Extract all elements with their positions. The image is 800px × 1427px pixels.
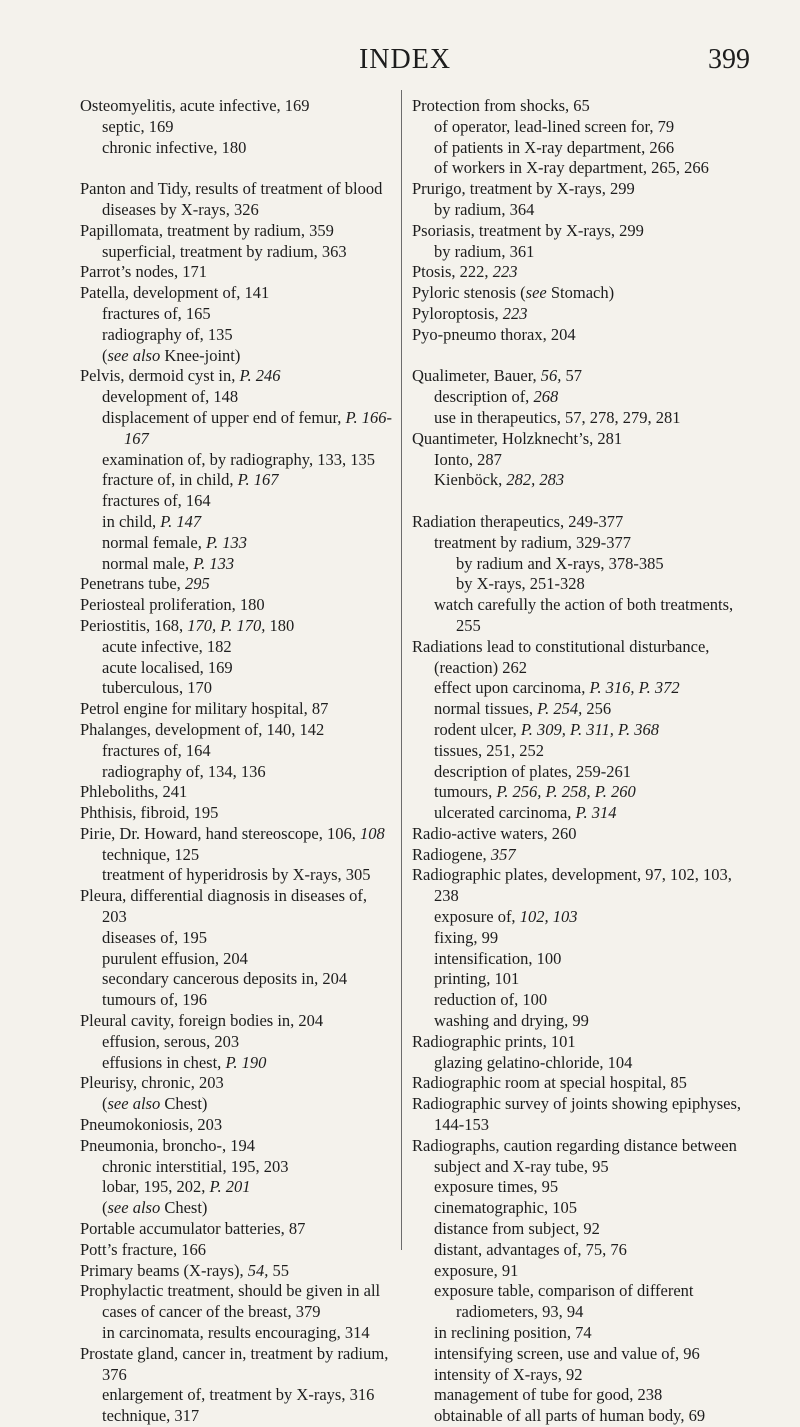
entry-text: P. 133 — [206, 532, 247, 552]
index-subentry — [412, 242, 754, 263]
index-subentry — [80, 512, 395, 533]
entry-text: Radiation therapeutics, 249-377 — [412, 511, 624, 531]
index-subentry — [80, 1094, 395, 1115]
entry-text: septic, 169 — [102, 116, 174, 136]
index-subentry — [412, 408, 754, 429]
index-subentry — [80, 949, 395, 970]
entry-text: Pyo-pneumo thorax, 204 — [412, 324, 576, 344]
index-subentry — [412, 1281, 754, 1323]
entry-text: secondary cancerous deposits in, 204 — [102, 969, 348, 989]
entry-text: 102, 103 — [519, 907, 578, 927]
entry-text: Panton and Tidy, results of treatment of blood diseases by X-rays, 326 — [80, 179, 383, 219]
entry-text: Ptosis, 222, — [412, 262, 493, 282]
entry-text: 268 — [533, 387, 559, 407]
entry-text: exposure, 91 — [434, 1260, 519, 1280]
index-entry — [412, 366, 754, 387]
index-subentry — [412, 200, 754, 221]
index-subentry — [80, 1323, 395, 1344]
entry-text: use in therapeutics, 57, 278, 279, 281 — [434, 407, 681, 427]
entry-text: distant, advantages of, 75, 76 — [434, 1239, 627, 1259]
entry-text: Osteomyelitis, acute infective, 169 — [80, 96, 310, 115]
entry-text: reduction of, 100 — [434, 990, 548, 1010]
index-entry — [80, 782, 395, 803]
entry-text: exposure table, comparison of different radiometers, 93, 94 — [434, 1281, 694, 1322]
entry-text: Primary beams (X-rays), — [80, 1260, 248, 1280]
index-subentry — [80, 1053, 395, 1074]
entry-text: see — [525, 283, 547, 303]
index-subentry — [412, 1406, 754, 1427]
entry-text: of operator, lead-lined screen for, 79 — [434, 116, 675, 136]
entry-text: fractures of, 165 — [102, 303, 211, 323]
entry-text: 170, P. 170, — [187, 615, 266, 635]
entry-text: cinematographic, 105 — [434, 1198, 577, 1218]
index-subentry — [80, 1406, 395, 1427]
index-entry — [412, 1032, 754, 1053]
entry-text: radiography of, 135 — [102, 324, 233, 344]
entry-text: P. 147 — [160, 511, 202, 531]
entry-text: P. 316, P. 372 — [589, 678, 680, 698]
index-subentry — [80, 554, 395, 575]
index-entry — [412, 429, 754, 450]
index-entry — [412, 325, 754, 346]
entry-text: by radium and X-rays, 378-385 — [456, 553, 664, 573]
index-entry — [80, 699, 395, 720]
index-subentry — [80, 1177, 395, 1198]
index-subentry — [80, 762, 395, 783]
index-subentry — [412, 450, 754, 471]
entry-text: effusions in chest, — [102, 1052, 226, 1072]
index-subentry — [412, 1053, 754, 1074]
index-subentry — [412, 1198, 754, 1219]
entry-text: Prophylactic treatment, should be given in all cases of cancer of the breast, 379 — [80, 1281, 381, 1322]
entry-text: acute localised, 169 — [102, 657, 233, 677]
index-subentry — [412, 720, 754, 741]
index-subentry — [412, 1011, 754, 1032]
entry-text: by radium, 364 — [434, 199, 535, 219]
index-entry — [80, 1261, 395, 1282]
index-subentry — [412, 678, 754, 699]
entry-text: Prostate gland, cancer in, treatment by radium, 376 — [80, 1343, 389, 1384]
index-entry — [412, 1136, 754, 1178]
index-entry — [80, 221, 395, 242]
entry-text: printing, 101 — [434, 969, 520, 989]
index-subentry — [412, 1240, 754, 1261]
index-entry — [80, 595, 395, 616]
index-subentry — [412, 1365, 754, 1386]
index-subentry — [412, 1219, 754, 1240]
index-subentry — [412, 117, 754, 138]
entry-text: purulent effusion, 204 — [102, 948, 248, 968]
index-entry — [412, 845, 754, 866]
index-subentry — [80, 408, 395, 450]
index-entry — [412, 1073, 754, 1094]
index-subentry — [80, 990, 395, 1011]
entry-text: ( — [102, 1094, 108, 1114]
entry-text: Pott’s fracture, 166 — [80, 1239, 207, 1259]
index-subentry — [80, 1385, 395, 1406]
index-entry — [80, 720, 395, 741]
entry-text: effusion, serous, 203 — [102, 1031, 240, 1051]
entry-text: P. 246 — [239, 366, 281, 386]
page-title: INDEX — [358, 44, 452, 75]
entry-text: glazing gelatino-chloride, 104 — [434, 1052, 633, 1072]
index-subentry — [80, 845, 395, 866]
entry-text: Phleboliths, 241 — [80, 782, 188, 802]
entry-text: intensifying screen, use and value of, 96 — [434, 1343, 700, 1363]
entry-text: tumours, — [434, 782, 497, 802]
column-divider — [401, 90, 402, 1250]
entry-text: see also — [107, 1198, 161, 1218]
index-entry — [80, 574, 395, 595]
entry-text: Portable accumulator batteries, 87 — [80, 1219, 306, 1239]
entry-text: Qualimeter, Bauer, — [412, 366, 541, 386]
index-entry — [412, 221, 754, 242]
entry-text: Pneumokoniosis, 203 — [80, 1115, 223, 1135]
index-subentry — [412, 699, 754, 720]
index-entry — [80, 1219, 395, 1240]
entry-text: Pleurisy, chronic, 203 — [80, 1073, 224, 1093]
index-entry — [80, 1073, 395, 1094]
entry-text: Prurigo, treatment by X-rays, 299 — [412, 179, 635, 199]
entry-text: Phthisis, fibroid, 195 — [80, 803, 219, 823]
index-subentry — [412, 533, 754, 554]
entry-text: P. 190 — [225, 1052, 267, 1072]
entry-text: Radiographic room at special hospital, 85 — [412, 1073, 687, 1093]
index-entry — [412, 865, 754, 907]
entry-text: intensity of X-rays, 92 — [434, 1364, 583, 1384]
entry-text: ( — [102, 345, 108, 365]
entry-text: chronic infective, 180 — [102, 137, 247, 157]
entry-text: 55 — [268, 1260, 289, 1280]
index-subentry — [412, 387, 754, 408]
index-entry — [80, 824, 395, 845]
entry-text: technique, 317 — [102, 1406, 200, 1426]
entry-text: technique, 125 — [102, 844, 200, 864]
entry-text: rodent ulcer, — [434, 719, 521, 739]
entry-text: Kienböck, — [434, 470, 507, 490]
entry-text: fracture of, in child, — [102, 470, 238, 490]
entry-text: Psoriasis, treatment by X-rays, 299 — [412, 220, 644, 240]
entry-text: 56, — [540, 366, 562, 386]
index-subentry — [80, 928, 395, 949]
entry-text: Radio-active waters, 260 — [412, 823, 577, 843]
entry-text: normal tissues, — [434, 699, 538, 719]
index-entry — [412, 179, 754, 200]
entry-text: in child, — [102, 511, 161, 531]
index-subentry — [412, 762, 754, 783]
entry-text: P. 167 — [237, 470, 279, 490]
entry-text: by X-rays, 251-328 — [456, 574, 585, 594]
index-subentry — [80, 865, 395, 886]
entry-text: fixing, 99 — [434, 927, 499, 947]
index-subentry — [80, 1157, 395, 1178]
entry-text: acute infective, 182 — [102, 636, 232, 656]
index-entry — [80, 616, 395, 637]
index-entry — [412, 262, 754, 283]
entry-text: effect upon carcinoma, — [434, 678, 590, 698]
entry-text: P. 314 — [575, 803, 617, 823]
index-entry — [80, 1115, 395, 1136]
entry-text: Chest) — [160, 1094, 208, 1114]
entry-text: exposure times, 95 — [434, 1177, 559, 1197]
entry-text: enlargement of, treatment by X-rays, 316 — [102, 1385, 375, 1405]
index-entry — [412, 1094, 754, 1136]
index-subentry — [80, 491, 395, 512]
entry-text: of workers in X-ray department, 265, 266 — [434, 158, 709, 178]
entry-text: Periostitis, 168, — [80, 615, 188, 635]
entry-text: see also — [107, 345, 161, 365]
index-subentry — [80, 969, 395, 990]
entry-text: Chest) — [160, 1198, 208, 1218]
index-subentry — [412, 1385, 754, 1406]
entry-text: management of tube for good, 238 — [434, 1385, 663, 1405]
entry-text: fractures of, 164 — [102, 491, 211, 511]
entry-text: in reclining position, 74 — [434, 1323, 592, 1343]
entry-text: Ionto, 287 — [434, 449, 502, 469]
entry-text: displacement of upper end of femur, — [102, 407, 346, 427]
index-subentry — [412, 554, 754, 575]
index-subentry — [80, 242, 395, 263]
index-subentry — [80, 741, 395, 762]
entry-text: Papillomata, treatment by radium, 359 — [80, 220, 334, 240]
entry-text: by radium, 361 — [434, 241, 535, 261]
entry-text: exposure of, — [434, 907, 520, 927]
index-subentry — [80, 450, 395, 471]
entry-text: tumours of, 196 — [102, 990, 207, 1010]
index-subentry — [412, 1323, 754, 1344]
index-entry — [412, 512, 754, 533]
entry-text: P. 166-167 — [124, 407, 392, 448]
entry-text: lobar, 195, 202, — [102, 1177, 210, 1197]
entry-text: Pirie, Dr. Howard, hand stereoscope, 106, — [80, 823, 360, 843]
index-subentry — [80, 117, 395, 138]
entry-text: normal female, — [102, 532, 206, 552]
entry-text: 108 — [359, 823, 385, 843]
index-subentry — [412, 1177, 754, 1198]
entry-text: Pneumonia, broncho-, 194 — [80, 1135, 256, 1155]
index-entry — [80, 1344, 395, 1386]
entry-text: intensification, 100 — [434, 948, 562, 968]
entry-text: 223 — [502, 303, 528, 323]
entry-text: P. 254, — [537, 699, 583, 719]
entry-text: obtainable of all parts of human body, 69 — [434, 1406, 706, 1426]
entry-text: ( — [102, 1198, 108, 1218]
index-subentry — [80, 304, 395, 325]
entry-text: 223 — [492, 262, 518, 282]
entry-text: P. 133 — [193, 553, 235, 573]
entry-text: 256 — [582, 699, 612, 719]
entry-text: 282, 283 — [506, 470, 565, 490]
index-subentry — [412, 158, 754, 179]
entry-text: Pyloroptosis, — [412, 303, 503, 323]
index-subentry — [412, 990, 754, 1011]
index-entry — [80, 1240, 395, 1261]
entry-text: distance from subject, 92 — [434, 1219, 600, 1239]
index-column-left — [80, 96, 395, 1427]
index-entry — [80, 366, 395, 387]
index-subentry — [80, 1032, 395, 1053]
entry-text: Patella, development of, 141 — [80, 283, 270, 303]
index-subentry — [80, 1198, 395, 1219]
index-subentry — [412, 574, 754, 595]
entry-text: 57 — [561, 366, 583, 386]
index-subentry — [412, 949, 754, 970]
index-entry — [80, 96, 395, 117]
entry-text: P. 256, P. 258, P. 260 — [496, 782, 636, 802]
index-entry — [80, 1011, 395, 1032]
entry-text: 295 — [184, 574, 210, 594]
entry-text: Pyloric stenosis ( — [412, 283, 526, 303]
entry-text: tissues, 251, 252 — [434, 740, 545, 760]
entry-text: Periosteal proliferation, 180 — [80, 595, 265, 615]
entry-text: Phalanges, development of, 140, 142 — [80, 719, 325, 739]
index-subentry — [80, 346, 395, 367]
index-entry — [80, 179, 395, 221]
entry-text: Radiographic plates, development, 97, 102, 103, 238 — [412, 865, 732, 906]
entry-text: P. 201 — [209, 1177, 251, 1197]
index-column-right — [412, 96, 754, 1427]
entry-text: Radiations lead to constitutional disturbance, (reaction) 262 — [412, 636, 710, 677]
index-entry — [412, 96, 754, 117]
entry-text: watch carefully the action of both treatments, 255 — [434, 595, 734, 635]
index-entry — [80, 1136, 395, 1157]
entry-text: 54, — [247, 1260, 269, 1280]
entry-text: fractures of, 164 — [102, 740, 211, 760]
entry-text: development of, 148 — [102, 387, 239, 407]
index-entry — [80, 886, 395, 928]
entry-text: Pelvis, dermoid cyst in, — [80, 366, 240, 386]
page-header — [60, 44, 750, 84]
index-subentry — [412, 928, 754, 949]
entry-text: treatment by radium, 329-377 — [434, 532, 632, 552]
index-subentry — [80, 325, 395, 346]
index-entry — [412, 637, 754, 679]
entry-text: Radiogene, — [412, 844, 491, 864]
index-subentry — [80, 658, 395, 679]
page-number: 399 — [708, 44, 750, 75]
entry-text: Stomach) — [546, 283, 615, 303]
entry-text: tuberculous, 170 — [102, 678, 212, 698]
entry-text: radiography of, 134, 136 — [102, 761, 266, 781]
entry-text: Radiographic prints, 101 — [412, 1031, 576, 1051]
index-entry — [80, 262, 395, 283]
entry-text: Petrol engine for military hospital, 87 — [80, 699, 329, 719]
index-subentry — [412, 1344, 754, 1365]
entry-text: chronic interstitial, 195, 203 — [102, 1156, 289, 1176]
entry-text: Pleural cavity, foreign bodies in, 204 — [80, 1011, 324, 1031]
entry-text: examination of, by radiography, 133, 135 — [102, 449, 375, 469]
index-entry — [80, 803, 395, 824]
entry-text: Penetrans tube, — [80, 574, 185, 594]
index-subentry — [412, 969, 754, 990]
entry-text: Parrot’s nodes, 171 — [80, 262, 207, 282]
index-subentry — [412, 741, 754, 762]
index-entry — [412, 304, 754, 325]
entry-text: in carcinomata, results encouraging, 314 — [102, 1323, 370, 1343]
entry-text: Knee-joint) — [160, 345, 241, 365]
entry-text: Protection from shocks, 65 — [412, 96, 590, 115]
index-subentry — [412, 138, 754, 159]
index-subentry — [80, 637, 395, 658]
entry-text: washing and drying, 99 — [434, 1011, 589, 1031]
entry-text: see also — [107, 1094, 161, 1114]
entry-text: description of, — [434, 387, 534, 407]
entry-text: Radiographs, caution regarding distance between subject and X-ray tube, 95 — [412, 1135, 737, 1176]
index-subentry — [80, 470, 395, 491]
entry-text: of patients in X-ray department, 266 — [434, 137, 675, 157]
entry-text: description of plates, 259-261 — [434, 761, 632, 781]
entry-text: ulcerated carcinoma, — [434, 803, 576, 823]
index-entry — [412, 824, 754, 845]
entry-text: P. 309, P. 311, P. 368 — [520, 719, 659, 739]
entry-text: Pleura, differential diagnosis in diseases of, 203 — [80, 886, 368, 927]
entry-text: diseases of, 195 — [102, 927, 207, 947]
index-subentry — [412, 595, 754, 637]
index-subentry — [412, 1261, 754, 1282]
entry-text: 180 — [265, 615, 295, 635]
index-entry — [80, 1281, 395, 1323]
index-subentry — [412, 907, 754, 928]
entry-text: Radiographic survey of joints showing epiphyses, 144-153 — [412, 1094, 742, 1135]
entry-text: superficial, treatment by radium, 363 — [102, 241, 347, 261]
index-subentry — [80, 138, 395, 159]
entry-text: Quantimeter, Holzknecht’s, 281 — [412, 428, 623, 448]
index-subentry — [80, 387, 395, 408]
index-subentry — [412, 782, 754, 803]
entry-text: normal male, — [102, 553, 194, 573]
index-entry — [412, 283, 754, 304]
index-subentry — [412, 470, 754, 491]
index-subentry — [80, 533, 395, 554]
entry-text: treatment of hyperidrosis by X-rays, 305 — [102, 865, 371, 885]
index-subentry — [80, 678, 395, 699]
entry-text: 357 — [490, 844, 516, 864]
index-subentry — [412, 803, 754, 824]
index-entry — [80, 283, 395, 304]
